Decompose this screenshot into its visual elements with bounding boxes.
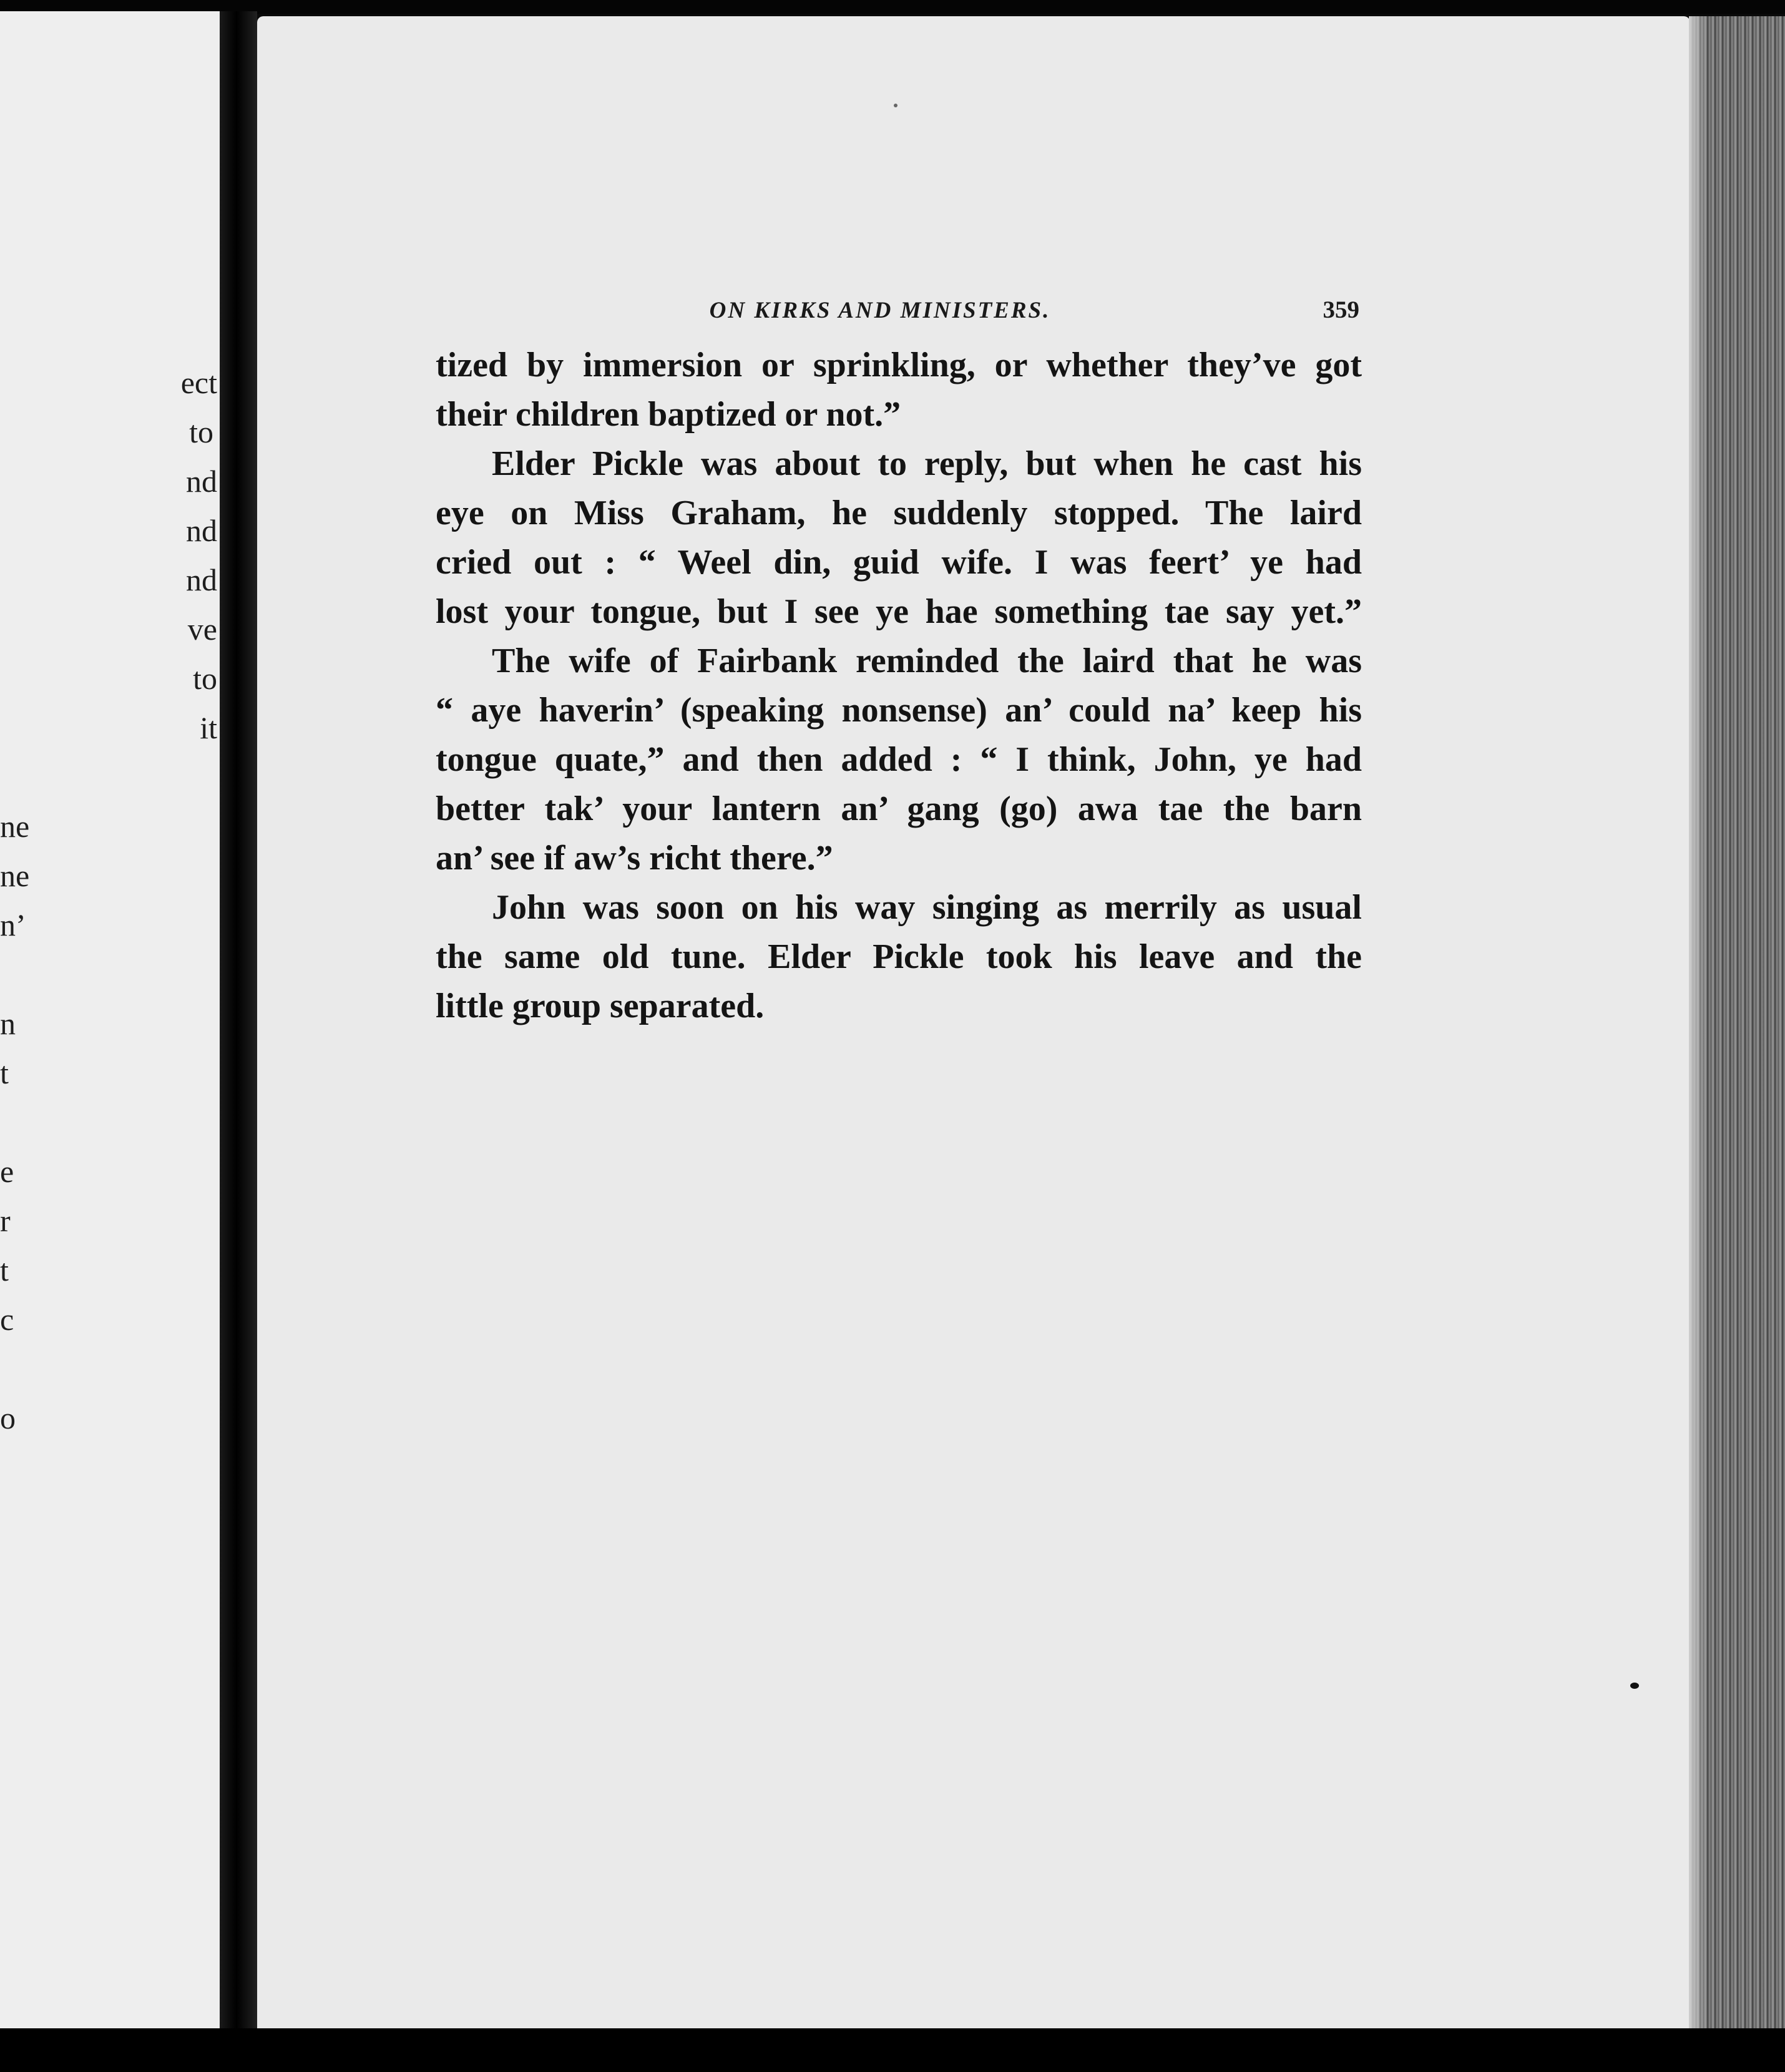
text-line: The wife of Fairbank reminded the laird that he was — [492, 642, 1362, 680]
fragment: e — [0, 1154, 14, 1189]
fragment: ve — [187, 612, 217, 647]
text-line: “ aye haverin’ (speaking nonsense) an’ could na’ keep his — [436, 691, 1362, 730]
book-page — [257, 16, 1690, 2032]
fragment: to — [189, 414, 213, 449]
previous-page-edge — [0, 11, 220, 2033]
text-line: the same old tune. Elder Pickle took his leave and the — [436, 937, 1362, 976]
fragment: ne — [0, 809, 30, 844]
book-gutter — [220, 11, 257, 2033]
fore-edge-shade — [1689, 16, 1708, 2032]
text-line: John was soon on his way singing as merrily as usual — [492, 888, 1362, 927]
fragment: it — [200, 710, 217, 745]
text-line: an’ see if aw’s richt there.” — [436, 839, 833, 877]
fragment: r — [0, 1203, 11, 1238]
fragment: o — [0, 1400, 16, 1435]
fragment: to — [193, 661, 217, 696]
previous-page-text-fragments — [0, 11, 220, 2033]
ink-speck — [1630, 1683, 1639, 1689]
text-line: tongue quate,” and then added : “ I think, John, ye had — [436, 740, 1362, 779]
text-line: tized by immersion or sprinkling, or whether they’ve got — [436, 346, 1362, 384]
running-title: ON KIRKS AND MINISTERS. — [709, 298, 1051, 323]
fragment: n — [0, 1006, 16, 1041]
text-line: little group separated. — [436, 987, 765, 1025]
body-text — [436, 341, 1362, 1031]
scan-top-edge — [0, 0, 1785, 14]
scan-bottom-edge — [0, 2028, 1785, 2072]
fragment: ne — [0, 858, 30, 893]
fragment: nd — [186, 562, 217, 597]
text-line: their children baptized or not.” — [436, 395, 901, 434]
text-line: cried out : “ Weel din, guid wife. I was feert’ ye had — [436, 543, 1362, 582]
fragment: c — [0, 1302, 14, 1337]
fragment: nd — [186, 464, 217, 499]
fragment: t — [0, 1253, 9, 1288]
text-line: lost your tongue, but I see ye hae something tae say yet.” — [436, 592, 1362, 631]
text-line: better tak’ your lantern an’ gang (go) awa tae the barn — [436, 789, 1362, 828]
text-line: Elder Pickle was about to reply, but when he cast his — [492, 444, 1362, 483]
fragment: nd — [186, 513, 217, 548]
ink-speck — [894, 104, 897, 107]
fragment: ect — [180, 365, 217, 400]
page-content — [436, 291, 1362, 1976]
page-number: 359 — [1323, 296, 1359, 323]
fragment: t — [0, 1055, 9, 1090]
running-head — [436, 291, 1362, 335]
text-line: eye on Miss Graham, he suddenly stopped. The laird — [436, 494, 1362, 532]
fragment: n’ — [0, 907, 26, 942]
